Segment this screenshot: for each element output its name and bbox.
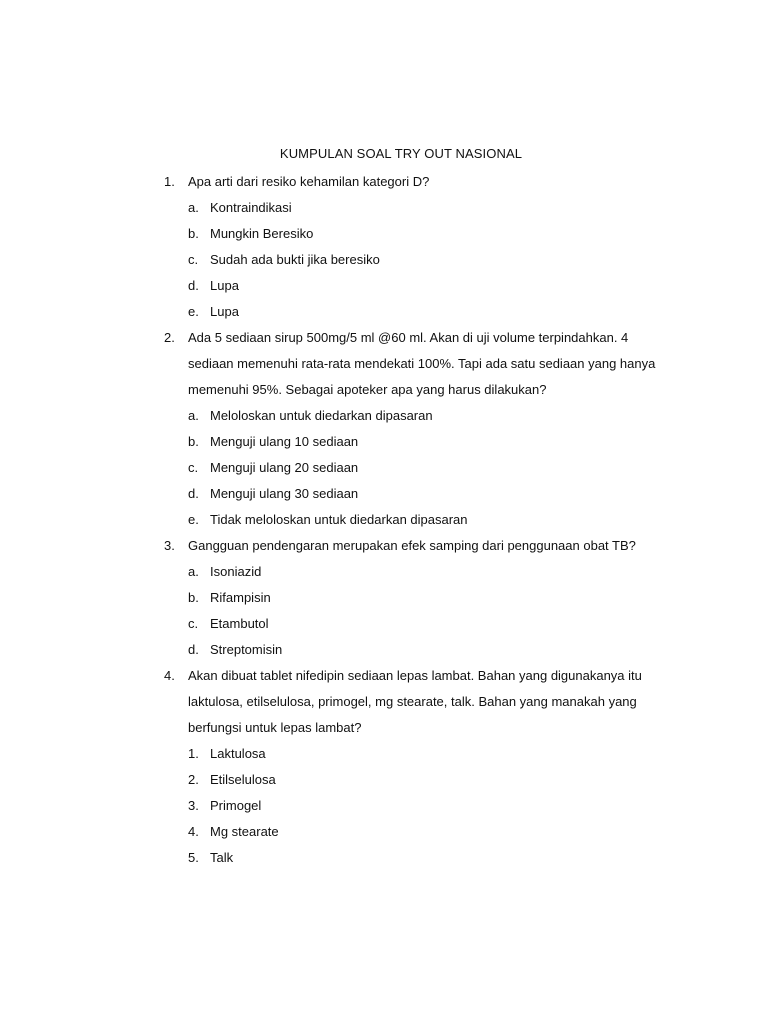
question-text: laktulosa, etilselulosa, primogel, mg stearate, talk. Bahan yang manakah yang: [188, 694, 637, 709]
option-label: b.: [188, 590, 199, 605]
option-text: Lupa: [210, 278, 239, 293]
option-text: Etambutol: [210, 616, 269, 631]
option-text: Kontraindikasi: [210, 200, 292, 215]
option-label: a.: [188, 564, 199, 579]
option-text: Sudah ada bukti jika beresiko: [210, 252, 380, 267]
question-text: memenuhi 95%. Sebagai apoteker apa yang harus dilakukan?: [188, 382, 547, 397]
option-text: Streptomisin: [210, 642, 283, 657]
question-number: 1.: [164, 174, 175, 189]
question-text: berfungsi untuk lepas lambat?: [188, 720, 362, 735]
option-label: a.: [188, 408, 199, 423]
option-label: b.: [188, 226, 199, 241]
option-text: Menguji ulang 20 sediaan: [210, 460, 359, 475]
option-text: Lupa: [210, 304, 239, 319]
option-label: d.: [188, 642, 199, 657]
option-label: 3.: [188, 798, 199, 813]
option-label: d.: [188, 278, 199, 293]
option-text: Talk: [210, 850, 234, 865]
option-text: Primogel: [210, 798, 262, 813]
option-label: 5.: [188, 850, 199, 865]
question-text: Ada 5 sediaan sirup 500mg/5 ml @60 ml. Akan di uji volume terpindahkan. 4: [188, 330, 629, 345]
question-text: Akan dibuat tablet nifedipin sediaan lepas lambat. Bahan yang digunakanya itu: [188, 668, 642, 683]
option-label: b.: [188, 434, 199, 449]
option-label: c.: [188, 252, 199, 267]
option-text: Menguji ulang 10 sediaan: [210, 434, 359, 449]
option-label: c.: [188, 460, 199, 475]
option-text: Tidak meloloskan untuk diedarkan dipasaran: [210, 512, 468, 527]
option-text: Rifampisin: [210, 590, 271, 605]
document-title: KUMPULAN SOAL TRY OUT NASIONAL: [279, 146, 523, 161]
question-text: Gangguan pendengaran merupakan efek samping dari penggunaan obat TB?: [188, 538, 636, 553]
option-text: Mungkin Beresiko: [210, 226, 314, 241]
option-text: Meloloskan untuk diedarkan dipasaran: [210, 408, 433, 423]
option-label: c.: [188, 616, 199, 631]
option-label: 2.: [188, 772, 199, 787]
option-label: e.: [188, 512, 199, 527]
option-text: Mg stearate: [210, 824, 279, 839]
option-text: Menguji ulang 30 sediaan: [210, 486, 359, 501]
question-number: 3.: [164, 538, 175, 553]
option-label: a.: [188, 200, 199, 215]
question-text: sediaan memenuhi rata-rata mendekati 100%. Tapi ada satu sediaan yang hanya: [188, 356, 656, 371]
option-label: e.: [188, 304, 199, 319]
option-text: Etilselulosa: [210, 772, 276, 787]
option-label: d.: [188, 486, 199, 501]
option-label: 1.: [188, 746, 199, 761]
question-text: Apa arti dari resiko kehamilan kategori D?: [188, 174, 430, 189]
question-number: 4.: [164, 668, 175, 683]
option-text: Laktulosa: [210, 746, 266, 761]
option-text: Isoniazid: [210, 564, 262, 579]
option-label: 4.: [188, 824, 199, 839]
question-number: 2.: [164, 330, 175, 345]
